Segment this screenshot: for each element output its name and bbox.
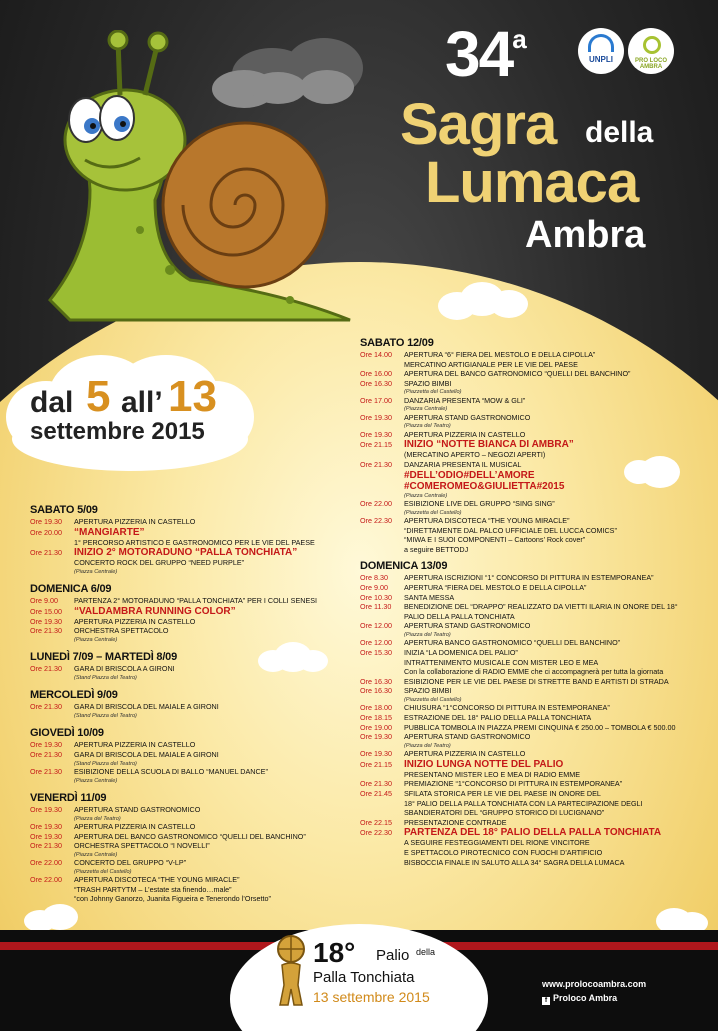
schedule-activity: #DELL’ODIO#DELL’AMORE bbox=[404, 469, 535, 481]
schedule-activity: APERTURA ISCRIZIONI “1° CONCORSO DI PITTURA IN ESTEMPORANEA” bbox=[404, 573, 654, 583]
schedule-time: Ore 21.15 bbox=[360, 440, 392, 450]
schedule-row bbox=[360, 439, 574, 450]
schedule-row bbox=[30, 767, 268, 776]
schedule-row bbox=[30, 832, 306, 841]
schedule-time: Ore 19.30 bbox=[360, 429, 392, 439]
schedule-row bbox=[360, 430, 525, 439]
schedule-time: Ore 22.30 bbox=[360, 516, 392, 525]
schedule-activity: APERTURA “FIERA DEL MESTOLO E DELLA CIPOLLA” bbox=[404, 583, 587, 592]
schedule-row bbox=[360, 602, 678, 611]
schedule-activity: SFILATA STORICA PER LE VIE DEL PAESE IN ONORE DEL bbox=[404, 789, 601, 798]
schedule-row bbox=[30, 517, 195, 526]
schedule-time: Ore 17.00 bbox=[360, 395, 392, 405]
schedule-row bbox=[30, 664, 175, 673]
schedule-time: Ore 16.30 bbox=[360, 676, 392, 686]
schedule-row bbox=[30, 712, 137, 721]
schedule-row bbox=[360, 470, 535, 481]
schedule-row bbox=[360, 848, 602, 857]
schedule-activity: “TRASH PARTYTM – L’estate sta finendo…male” bbox=[74, 884, 232, 894]
schedule-row bbox=[360, 516, 569, 525]
schedule-activity: 1° PERCORSO ARTISTICO E GASTRONOMICO PER LE VIE DEL PAESE bbox=[74, 537, 315, 547]
schedule-row bbox=[360, 450, 545, 459]
title-sagra: Sagra bbox=[400, 92, 557, 157]
schedule-row bbox=[360, 621, 530, 630]
schedule-time: Ore 21.30 bbox=[30, 664, 62, 674]
schedule-activity: INTRATTENIMENTO MUSICALE CON MISTER LEO E MEA bbox=[404, 657, 599, 667]
schedule-activity: (Piazza Centrale) bbox=[74, 851, 118, 858]
schedule-time: Ore 21.30 bbox=[30, 548, 62, 558]
schedule-row bbox=[360, 612, 515, 621]
schedule-activity: APERTURA PIZZERIA IN CASTELLO bbox=[74, 740, 196, 750]
schedule-activity: PARTENZA 2° MOTORADUNO “PALLA TONCHIATA” PER I COLLI SENESI bbox=[74, 596, 318, 606]
schedule-row bbox=[30, 702, 219, 711]
schedule-activity: (Piazzetta del Castello) bbox=[74, 868, 132, 875]
schedule-activity: INIZIO 2° MOTORADUNO “PALLA TONCHIATA” bbox=[74, 547, 298, 559]
title-lumaca: Lumaca bbox=[425, 150, 639, 215]
schedule-row bbox=[30, 858, 186, 867]
schedule-activity: SANTA MESSA bbox=[404, 592, 455, 602]
schedule-row bbox=[30, 822, 195, 831]
schedule-activity: CONCERTO DEL GRUPPO “V-LP” bbox=[74, 858, 187, 868]
schedule-activity: MERCATINO ARTIGIANALE PER LE VIE DEL PAESE bbox=[404, 359, 578, 369]
title-della: della bbox=[585, 116, 654, 149]
schedule-activity: APERTURA “6° FIERA DEL MESTOLO E DELLA CIPOLLA” bbox=[404, 350, 596, 359]
schedule-time: Ore 22.15 bbox=[360, 817, 392, 827]
schedule-activity: INIZIO LUNGA NOTTE DEL PALIO bbox=[404, 758, 564, 770]
schedule-activity: SBANDIERATORI DEL “GRUPPO STORICO DI LUCIGNANO” bbox=[404, 808, 605, 818]
schedule-time: Ore 15.30 bbox=[360, 648, 392, 657]
schedule-row bbox=[30, 617, 195, 626]
schedule-time: Ore 20.00 bbox=[30, 527, 62, 537]
schedule-row bbox=[30, 875, 239, 884]
day-heading: SABATO 12/09 bbox=[360, 337, 434, 349]
schedule-time: Ore 15.00 bbox=[30, 606, 62, 616]
schedule-activity: (Piazza Centrale) bbox=[404, 406, 448, 413]
schedule-activity: ESIBIZIONE LIVE DEL GRUPPO “SING SING” bbox=[404, 499, 555, 508]
schedule-time: Ore 11.30 bbox=[360, 602, 392, 612]
schedule-row bbox=[360, 667, 663, 676]
schedule-time: Ore 18.15 bbox=[360, 713, 392, 722]
schedule-row bbox=[360, 818, 507, 827]
schedule-activity: DANZARIA PRESENTA “MOW & GLI” bbox=[404, 395, 526, 405]
schedule-activity: APERTURA DEL BANCO GATRONOMICO “QUELLI DEL BANCHINO” bbox=[404, 369, 631, 379]
schedule-activity: APERTURA STAND GASTRONOMICO bbox=[74, 805, 201, 814]
schedule-time: Ore 19.30 bbox=[360, 749, 392, 759]
facebook-icon: f bbox=[542, 997, 550, 1005]
schedule-row bbox=[30, 558, 244, 567]
schedule-time: Ore 22.00 bbox=[30, 858, 62, 868]
schedule-row bbox=[30, 606, 236, 617]
schedule-row bbox=[360, 789, 601, 798]
schedule-time: Ore 21.30 bbox=[360, 460, 392, 469]
schedule-activity: ORCHESTRA SPETTACOLO bbox=[74, 626, 169, 636]
dates-start: 5 bbox=[86, 372, 111, 421]
schedule-row bbox=[360, 686, 451, 695]
schedule-activity: PRESENTANO MISTER LEO E MEA DI RADIO EMME bbox=[404, 769, 580, 779]
schedule-row bbox=[360, 703, 610, 712]
schedule-row bbox=[360, 369, 630, 378]
dates-dal: dal bbox=[30, 386, 74, 419]
schedule-activity: GARA DI BRISCOLA DEL MAIALE A GIRONI bbox=[74, 702, 219, 712]
schedule-activity: (Piazza Centrale) bbox=[74, 568, 118, 575]
schedule-row bbox=[360, 732, 530, 741]
schedule-activity: (Piazza del Teatro) bbox=[74, 815, 121, 822]
schedule-row bbox=[360, 460, 521, 469]
schedule-row bbox=[30, 636, 117, 645]
schedule-time: Ore 19.30 bbox=[30, 805, 62, 814]
schedule-time: Ore 19.30 bbox=[360, 732, 392, 742]
schedule-activity: PALIO DELLA PALLA TONCHIATA bbox=[404, 611, 515, 621]
schedule-time: Ore 21.30 bbox=[30, 702, 62, 712]
schedule-activity: APERTURA DEL BANCO GASTRONOMICO “QUELLI DEL BANCHINO” bbox=[74, 831, 306, 841]
schedule-row bbox=[360, 350, 595, 359]
schedule-row bbox=[360, 648, 518, 657]
schedule-row bbox=[360, 526, 617, 535]
schedule-row bbox=[30, 527, 145, 538]
schedule-activity: APERTURA PIZZERIA IN CASTELLO bbox=[404, 749, 526, 759]
schedule-row bbox=[360, 808, 604, 817]
schedule-time: Ore 19.30 bbox=[30, 517, 62, 526]
schedule-row bbox=[360, 535, 585, 544]
unpli-logo: UNPLI bbox=[578, 28, 624, 74]
schedule-time: Ore 16.00 bbox=[360, 369, 392, 379]
schedule-activity: ESIBIZIONE DELLA SCUOLA DI BALLO “MANUEL DANCE” bbox=[74, 767, 268, 776]
day-heading: MERCOLEDÌ 9/09 bbox=[30, 689, 118, 702]
schedule-activity: “VALDAMBRA RUNNING COLOR” bbox=[74, 605, 236, 617]
schedule-activity: CHIUSURA “1°CONCORSO DI PITTURA IN ESTEMPORANEA” bbox=[404, 703, 610, 713]
schedule-time: Ore 19.30 bbox=[30, 822, 62, 831]
schedule-time: Ore 19.00 bbox=[360, 722, 392, 732]
schedule-activity: CONCERTO ROCK DEL GRUPPO “NEED PURPLE” bbox=[74, 558, 245, 568]
dates-month: settembre 2015 bbox=[30, 418, 205, 445]
schedule-row bbox=[360, 713, 591, 722]
schedule-activity: E SPETTACOLO PIROTECNICO CON FUOCHI D’ARTIFICIO bbox=[404, 848, 603, 857]
facebook-link[interactable] bbox=[542, 993, 617, 1005]
schedule-activity: Con la collaborazione di RADIO EMME che ci accompagnerà per tutta la giornata bbox=[404, 667, 664, 677]
schedule-activity: APERTURA PIZZERIA IN CASTELLO bbox=[74, 616, 196, 626]
schedule-activity: BISBOCCIA FINALE IN SALUTO ALLA 34° SAGRA DELLA LUMACA bbox=[404, 857, 625, 867]
schedule-activity: “con Johnny Ganorzo, Juanita Figueira e Tenerondo l’Orsetto” bbox=[74, 894, 271, 904]
schedule-time: Ore 19.30 bbox=[360, 412, 392, 422]
dates-all: all’ bbox=[121, 386, 163, 419]
palio-della: della bbox=[416, 947, 436, 957]
schedule-activity: SPAZIO BIMBI bbox=[404, 686, 452, 696]
schedule-activity: APERTURA STAND GASTRONOMICO bbox=[404, 412, 531, 422]
schedule-row bbox=[360, 838, 590, 847]
schedule-row bbox=[360, 827, 661, 838]
schedule-row bbox=[360, 573, 654, 582]
schedule-activity: APERTURA DISCOTECA “THE YOUNG MIRACLE” bbox=[74, 875, 240, 885]
schedule-time: Ore 19.30 bbox=[30, 740, 62, 750]
schedule-activity: APERTURA STAND GASTRONOMICO bbox=[404, 621, 531, 631]
schedule-activity: DANZARIA PRESENTA IL MUSICAL bbox=[404, 460, 522, 469]
schedule-time: Ore 16.30 bbox=[360, 686, 392, 696]
schedule-activity: (Piazzetta del Castello) bbox=[404, 697, 462, 703]
schedule-row bbox=[360, 677, 669, 686]
schedule-activity: APERTURA STAND GASTRONOMICO bbox=[404, 732, 531, 742]
schedule-row bbox=[30, 777, 117, 786]
schedule-row bbox=[360, 749, 525, 758]
schedule-row bbox=[360, 396, 525, 405]
schedule-activity: (Piazza del Teatro) bbox=[404, 742, 451, 749]
day-heading: GIOVEDÌ 10/09 bbox=[30, 727, 104, 740]
schedule-row bbox=[360, 799, 643, 808]
schedule-row bbox=[360, 770, 580, 779]
schedule-time: Ore 22.30 bbox=[360, 828, 392, 838]
schedule-activity: APERTURA PIZZERIA IN CASTELLO bbox=[404, 429, 526, 439]
schedule-row bbox=[360, 723, 676, 732]
schedule-time: Ore 22.00 bbox=[30, 875, 62, 885]
schedule-time: Ore 8.30 bbox=[360, 573, 388, 583]
schedule-activity: “MANGIARTE” bbox=[74, 526, 145, 538]
schedule-activity: (Stand Piazza del Teatro) bbox=[74, 760, 137, 767]
palio-word: Palio bbox=[376, 947, 410, 964]
schedule-row bbox=[360, 481, 564, 492]
schedule-activity: ESTRAZIONE DEL 18° PALIO DELLA PALLA TONCHIATA bbox=[404, 713, 592, 722]
schedule-row bbox=[30, 596, 317, 605]
schedule-activity: PARTENZA DEL 18° PALIO DELLA PALLA TONCHIATA bbox=[404, 827, 662, 839]
schedule-activity: APERTURA PIZZERIA IN CASTELLO bbox=[74, 822, 196, 831]
schedule-activity: PREMIAZIONE “1°CONCORSO DI PITTURA IN ESTEMPORANEA” bbox=[404, 779, 623, 789]
schedule-activity: BENEDIZIONE DEL “DRAPPO” REALIZZATO DA VIETTI ILARIA IN ONORE DEL 18° bbox=[404, 602, 678, 612]
schedule-activity: (Piazza Centrale) bbox=[404, 492, 448, 499]
proloco-logo: PRO LOCO AMBRA bbox=[628, 28, 674, 74]
schedule-time: Ore 21.30 bbox=[360, 779, 392, 789]
schedule-row bbox=[360, 499, 555, 508]
schedule-activity: a seguire BETTODJ bbox=[404, 544, 469, 554]
white-cloud bbox=[42, 904, 78, 930]
schedule-time: Ore 12.00 bbox=[360, 638, 392, 648]
schedule-activity: (Piazza del Teatro) bbox=[404, 632, 451, 638]
schedule-time: Ore 10.30 bbox=[360, 592, 392, 602]
schedule-row bbox=[30, 750, 219, 759]
schedule-row bbox=[30, 740, 195, 749]
schedule-activity: (Piazzetta del Castello) bbox=[404, 389, 462, 396]
schedule-row bbox=[30, 885, 232, 894]
schedule-activity: A SEGUIRE FESTEGGIAMENTI DEL RIONE VINCITORE bbox=[404, 838, 590, 848]
white-cloud bbox=[490, 290, 528, 318]
schedule-activity: (MERCATINO APERTO – NEGOZI APERTI) bbox=[404, 450, 546, 460]
schedule-row bbox=[360, 593, 454, 602]
schedule-row bbox=[360, 638, 620, 647]
palio-number: 18° bbox=[313, 937, 356, 968]
schedule-activity: “DIRETTAMENTE DAL PALCO UFFICIALE DEL LUCCA COMICS” bbox=[404, 525, 617, 535]
schedule-time: Ore 12.00 bbox=[360, 621, 392, 631]
schedule-time: Ore 9.00 bbox=[30, 596, 58, 606]
schedule-row bbox=[30, 626, 169, 635]
schedule-activity: ESIBIZIONE PER LE VIE DEL PAESE DI STRETTE BAND E ARTISTI DI STRADA bbox=[404, 676, 669, 686]
schedule-row bbox=[360, 360, 578, 369]
schedule-activity: (Piazza Centrale) bbox=[74, 637, 118, 643]
schedule-activity: “MIWA E I SUOI COMPONENTI – Cartoons’ Rock cover” bbox=[404, 535, 586, 545]
schedule-row bbox=[360, 858, 624, 867]
snail-illustration bbox=[30, 30, 360, 330]
day-heading: LUNEDÌ 7/09 – MARTEDÌ 8/09 bbox=[30, 651, 178, 664]
schedule-time: Ore 19.30 bbox=[30, 831, 62, 841]
schedule-row bbox=[360, 413, 530, 422]
schedule-row bbox=[30, 538, 315, 547]
white-cloud bbox=[298, 650, 328, 672]
schedule-activity: INIZIO “NOTTE BIANCA DI AMBRA” bbox=[404, 439, 574, 451]
schedule-row bbox=[30, 805, 200, 814]
schedule-time: Ore 18.00 bbox=[360, 703, 392, 713]
schedule-activity: PRESENTAZIONE CONTRADE bbox=[404, 817, 507, 827]
schedule-row bbox=[360, 759, 563, 770]
schedule-time: Ore 16.30 bbox=[360, 378, 392, 388]
schedule-time: Ore 19.30 bbox=[30, 616, 62, 626]
schedule-row bbox=[30, 547, 297, 558]
day-heading: SABATO 5/09 bbox=[30, 504, 98, 516]
atlas-figure-icon bbox=[274, 935, 308, 1007]
schedule-activity: 18° PALIO DELLA PALLA TONCHIATA CON LA PARTECIPAZIONE DEGLI bbox=[404, 798, 643, 808]
title-ambra: Ambra bbox=[525, 214, 646, 256]
schedule-activity: (Piazzetta del Castello) bbox=[404, 509, 462, 516]
schedule-activity: (Piazza Centrale) bbox=[74, 777, 118, 784]
edition-number: 34$^a$ bbox=[445, 18, 525, 90]
schedule-row bbox=[30, 841, 210, 850]
schedule-time: Ore 21.30 bbox=[30, 767, 62, 776]
day-heading: DOMENICA 6/09 bbox=[30, 583, 112, 596]
day-heading: DOMENICA 13/09 bbox=[360, 560, 448, 573]
schedule-row bbox=[360, 583, 586, 592]
palio-date: 13 settembre 2015 bbox=[313, 989, 430, 1005]
schedule-time: Ore 21.45 bbox=[360, 789, 392, 798]
schedule-activity: (Piazza del Teatro) bbox=[404, 423, 451, 430]
schedule-row bbox=[360, 658, 598, 667]
schedule-activity: PUBBLICA TOMBOLA IN PIAZZA PREMI CINQUINA € 250.00 – TOMBOLA € 500.00 bbox=[404, 722, 676, 732]
schedule-activity: INIZIA “LA DOMENICA DEL PALIO” bbox=[404, 648, 518, 657]
schedule-activity: GARA DI BRISCOLA DEL MAIALE A GIRONI bbox=[74, 750, 219, 759]
schedule-row bbox=[360, 379, 451, 388]
schedule-time: Ore 22.00 bbox=[360, 499, 392, 508]
schedule-time: Ore 21.30 bbox=[30, 626, 62, 636]
schedule-row bbox=[360, 779, 622, 788]
schedule-activity: SPAZIO BIMBI bbox=[404, 378, 452, 388]
schedule-activity: APERTURA DISCOTECA “THE YOUNG MIRACLE” bbox=[404, 516, 570, 525]
white-cloud bbox=[640, 456, 680, 488]
schedule-activity: (Stand Piazza del Teatro) bbox=[74, 675, 137, 681]
schedule-activity: GARA DI BRISCOLA A GIRONI bbox=[74, 664, 175, 674]
schedule-activity: APERTURA BANCO GASTRONOMICO “QUELLI DEL BANCHINO” bbox=[404, 638, 621, 648]
schedule-row bbox=[30, 894, 271, 903]
schedule-time: Ore 14.00 bbox=[360, 350, 392, 359]
dates-end: 13 bbox=[168, 372, 217, 421]
palio-name: Palla Tonchiata bbox=[313, 969, 415, 986]
schedule-row bbox=[360, 545, 468, 554]
schedule-activity: APERTURA PIZZERIA IN CASTELLO bbox=[74, 517, 196, 526]
day-heading: VENERDÌ 11/09 bbox=[30, 792, 107, 804]
facebook-label: Proloco Ambra bbox=[553, 993, 618, 1003]
schedule-time: Ore 21.30 bbox=[30, 750, 62, 759]
schedule-time: Ore 21.15 bbox=[360, 759, 392, 769]
website-link[interactable]: www.prolocoambra.com bbox=[542, 979, 647, 989]
schedule-activity: ORCHESTRA SPETTACOLO “I NOVELLI” bbox=[74, 841, 210, 851]
schedule-activity: (Stand Piazza del Teatro) bbox=[74, 713, 137, 719]
schedule-time: Ore 21.30 bbox=[30, 841, 62, 851]
schedule-row bbox=[30, 568, 117, 577]
schedule-row bbox=[30, 674, 137, 683]
schedule-activity: #COMEROMEO&GIULIETTA#2015 bbox=[404, 480, 565, 492]
schedule-time: Ore 9.00 bbox=[360, 583, 388, 592]
